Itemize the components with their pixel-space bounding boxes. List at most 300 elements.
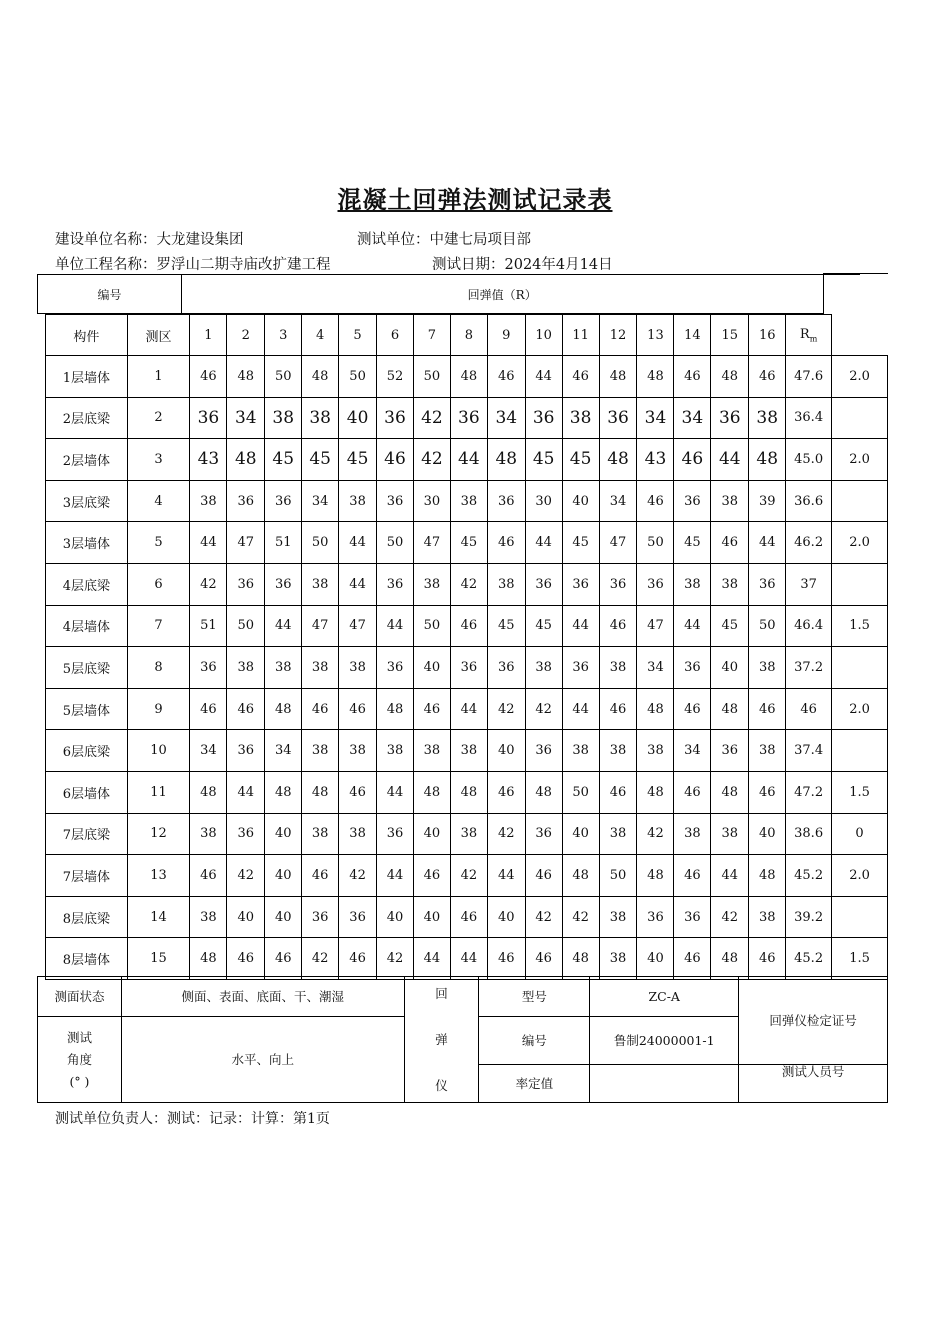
zone-cell: 12 [127,813,190,855]
number-value: 鲁制24000001-1 [590,1017,739,1065]
rebound-value-cell: 36 [450,647,487,689]
col-point-13: 13 [637,315,674,356]
rebound-value-cell: 36 [711,397,749,439]
rebound-value-cell: 46 [599,688,637,730]
rebound-value-cell: 46 [302,855,339,897]
rebound-value-cell: 46 [377,439,414,481]
rebound-value-cell: 46 [599,605,637,647]
rebound-value-cell: 42 [413,439,450,481]
rebound-value-cell: 50 [749,605,786,647]
rebound-value-cell: 47 [302,605,339,647]
rebound-value-cell: 46 [450,896,487,938]
rebound-value-cell: 48 [711,938,749,980]
rebound-value-cell: 45 [487,605,525,647]
zone-cell: 11 [127,771,190,813]
rebound-value-cell: 38 [339,813,377,855]
rebound-value-cell: 36 [711,730,749,772]
surface-state-label: 测面状态 [38,977,122,1017]
rebound-value-cell: 38 [302,813,339,855]
rebound-value-cell: 38 [265,647,302,689]
rebound-value-cell: 36 [377,647,414,689]
rebound-value-cell: 52 [377,356,414,398]
component-cell: 4层墙体 [46,605,128,647]
extra-cell: 0 [832,813,888,855]
rebound-value-cell: 38 [487,563,525,605]
rebound-value-cell: 36 [377,480,414,522]
rebound-value-cell: 46 [711,522,749,564]
rebound-value-cell: 38 [450,730,487,772]
rebound-value-cell: 44 [450,439,487,481]
rm-cell: 47.6 [786,356,832,398]
angle-label [38,1017,122,1103]
rebound-value-cell: 36 [599,397,637,439]
rebound-table-body [46,356,888,980]
component-cell: 2层底梁 [46,397,128,439]
rebound-value-cell: 46 [227,938,265,980]
rebound-value-cell: 38 [525,647,562,689]
rebound-value-cell: 40 [413,813,450,855]
rebound-value-cell: 38 [339,730,377,772]
rebound-value-cell: 45 [525,605,562,647]
rebound-value-cell: 44 [377,855,414,897]
rebound-value-cell: 40 [487,730,525,772]
rebound-value-cell: 36 [487,647,525,689]
extra-cell: 1.5 [832,605,888,647]
rebound-value-cell: 44 [562,605,599,647]
table-row [46,356,888,398]
rebound-value-cell: 40 [265,896,302,938]
rebound-value-cell: 44 [377,771,414,813]
rebound-value-cell: 48 [599,356,637,398]
col-point-16: 16 [749,315,786,356]
zone-cell: 4 [127,480,190,522]
table-row [46,480,888,522]
rebound-value-cell: 34 [227,397,265,439]
rm-cell: 46 [786,688,832,730]
rebound-value-cell: 36 [339,896,377,938]
rebound-value-cell: 50 [413,605,450,647]
rebound-value-cell: 46 [413,855,450,897]
rebound-value-cell: 38 [599,730,637,772]
zone-cell: 10 [127,730,190,772]
rebound-value-cell: 30 [525,480,562,522]
rebound-value-cell: 45 [711,605,749,647]
rebound-value-cell: 38 [599,647,637,689]
rebound-value-cell: 51 [190,605,227,647]
rebound-value-cell: 38 [637,730,674,772]
zone-cell: 6 [127,563,190,605]
table-row [46,896,888,938]
component-cell: 7层墙体 [46,855,128,897]
rebound-value-cell: 42 [377,938,414,980]
rebound-value-cell: 48 [377,688,414,730]
rebound-value-cell: 38 [749,896,786,938]
rebound-value-cell: 50 [637,522,674,564]
col-point-6: 6 [377,315,414,356]
rebound-value-cell: 36 [227,730,265,772]
rebound-value-cell: 34 [265,730,302,772]
rebound-value-cell: 43 [190,439,227,481]
tester-label: 测试人员号 [739,1053,888,1091]
rebound-value-cell: 36 [450,397,487,439]
table-row [46,605,888,647]
angle-label-2: 角度 [66,1051,92,1067]
rebound-value-cell: 42 [487,813,525,855]
rebound-value-cell: 48 [525,771,562,813]
extra-cell: 2.0 [832,439,888,481]
col-point-11: 11 [562,315,599,356]
rebound-value-cell: 38 [599,813,637,855]
rebound-table [45,314,888,980]
rebound-value-cell: 38 [413,730,450,772]
table-row [46,397,888,439]
rebound-value-cell: 38 [190,480,227,522]
rebound-value-cell: 36 [190,397,227,439]
table-row [46,563,888,605]
rebound-value-cell: 44 [339,522,377,564]
rm-cell: 45.2 [786,938,832,980]
table-row [46,938,888,980]
rebound-value-cell: 48 [487,439,525,481]
component-cell: 8层底梁 [46,896,128,938]
rebound-value-cell: 45 [562,522,599,564]
table-row [46,771,888,813]
col-point-10: 10 [525,315,562,356]
rebound-value-cell: 38 [749,647,786,689]
rebound-value-cell: 36 [487,480,525,522]
rate-value [590,1065,739,1103]
rebound-value-cell: 42 [637,813,674,855]
rebound-value-cell: 38 [450,813,487,855]
rebound-value-cell: 40 [339,397,377,439]
extra-cell: 2.0 [832,356,888,398]
rebound-value-cell: 45 [339,439,377,481]
rebound-value-cell: 36 [302,896,339,938]
model-label: 型号 [479,977,590,1017]
extra-cell [832,480,888,522]
component-cell: 6层墙体 [46,771,128,813]
header-top-rule [823,273,888,274]
rebound-value-cell: 48 [450,356,487,398]
header-rebound-label: 回弹值（R） [181,275,823,314]
rebound-value-cell: 46 [674,356,711,398]
rebound-value-cell: 44 [377,605,414,647]
cert-label: 回弹仪检定证号 [739,977,888,1065]
rebound-value-cell: 34 [487,397,525,439]
rebound-value-cell: 36 [674,896,711,938]
rm-cell: 39.2 [786,896,832,938]
rebound-value-cell: 40 [227,896,265,938]
rebound-value-cell: 38 [599,896,637,938]
number-label: 编号 [479,1017,590,1065]
rebound-value-cell: 48 [190,938,227,980]
rebound-value-cell: 36 [525,813,562,855]
hammer-label-2: 弹 [435,1031,448,1047]
rebound-value-cell: 36 [227,813,265,855]
rebound-value-cell: 48 [749,439,786,481]
header-id-label: 编号 [38,275,182,314]
rebound-value-cell: 46 [190,855,227,897]
col-rm [786,315,832,356]
header-table [37,274,860,314]
rebound-value-cell: 46 [674,771,711,813]
rebound-value-cell: 48 [190,771,227,813]
rebound-value-cell: 46 [413,688,450,730]
page-title: 混凝土回弹法测试记录表 [337,185,613,214]
rebound-value-cell: 36 [525,563,562,605]
rebound-value-cell: 46 [190,356,227,398]
rebound-value-cell: 36 [265,563,302,605]
component-cell: 1层墙体 [46,356,128,398]
extra-cell [832,563,888,605]
component-cell: 4层底梁 [46,563,128,605]
extra-cell: 2.0 [832,855,888,897]
component-cell: 3层墙体 [46,522,128,564]
construction-unit: 建设单位名称：大龙建设集团 [55,232,244,248]
col-point-2: 2 [227,315,265,356]
table-row [46,813,888,855]
zone-cell: 15 [127,938,190,980]
col-point-15: 15 [711,315,749,356]
rebound-value-cell: 36 [674,647,711,689]
table-row [46,439,888,481]
rebound-value-cell: 34 [637,397,674,439]
rebound-value-cell: 38 [265,397,302,439]
rebound-value-cell: 50 [377,522,414,564]
extra-cell [832,730,888,772]
rebound-value-cell: 36 [227,563,265,605]
component-cell: 6层底梁 [46,730,128,772]
table-row [46,730,888,772]
rebound-value-cell: 47 [599,522,637,564]
rebound-value-cell: 46 [674,688,711,730]
column-header-row [46,315,888,356]
rebound-value-cell: 46 [227,688,265,730]
rebound-value-cell: 38 [190,896,227,938]
rebound-value-cell: 47 [339,605,377,647]
rebound-value-cell: 38 [413,563,450,605]
rebound-value-cell: 48 [450,771,487,813]
rebound-value-cell: 36 [525,730,562,772]
col-rm-base: R [799,326,810,342]
component-cell: 8层墙体 [46,938,128,980]
rebound-value-cell: 38 [711,813,749,855]
rebound-value-cell: 38 [302,647,339,689]
rebound-value-cell: 48 [637,855,674,897]
rebound-value-cell: 48 [227,356,265,398]
rebound-value-cell: 38 [599,938,637,980]
rebound-value-cell: 30 [413,480,450,522]
rm-cell: 36.6 [786,480,832,522]
rebound-value-cell: 42 [525,688,562,730]
rm-cell: 46.2 [786,522,832,564]
rebound-value-cell: 46 [339,771,377,813]
rebound-value-cell: 50 [562,771,599,813]
rebound-value-cell: 38 [302,730,339,772]
rebound-value-cell: 50 [265,356,302,398]
rebound-value-cell: 42 [525,896,562,938]
zone-cell: 2 [127,397,190,439]
rebound-value-cell: 48 [562,855,599,897]
rate-label: 率定值 [479,1065,590,1103]
rebound-value-cell: 42 [190,563,227,605]
hammer-label-3: 仪 [435,1077,448,1093]
col-extra [832,315,888,356]
rebound-value-cell: 40 [265,855,302,897]
header-blank-cell [823,275,860,314]
rebound-value-cell: 40 [413,647,450,689]
rebound-value-cell: 40 [637,938,674,980]
rebound-value-cell: 51 [265,522,302,564]
rebound-value-cell: 48 [413,771,450,813]
rebound-value-cell: 34 [674,397,711,439]
table-row [46,522,888,564]
extra-cell [832,647,888,689]
rebound-value-cell: 40 [749,813,786,855]
rebound-value-cell: 36 [749,563,786,605]
rm-cell: 38.6 [786,813,832,855]
rebound-value-cell: 48 [227,439,265,481]
rebound-value-cell: 38 [190,813,227,855]
rebound-value-cell: 45 [674,522,711,564]
rebound-value-cell: 48 [711,688,749,730]
rebound-value-cell: 44 [487,855,525,897]
rebound-value-cell: 46 [674,439,711,481]
rebound-value-cell: 38 [674,813,711,855]
rm-cell: 47.2 [786,771,832,813]
rebound-value-cell: 34 [190,730,227,772]
rebound-value-cell: 48 [265,771,302,813]
hammer-label [404,977,479,1103]
rebound-value-cell: 46 [487,522,525,564]
rebound-value-cell: 46 [674,938,711,980]
rebound-value-cell: 46 [749,688,786,730]
rebound-value-cell: 40 [562,813,599,855]
col-point-3: 3 [265,315,302,356]
rebound-value-cell: 45 [525,439,562,481]
rebound-value-cell: 48 [302,356,339,398]
footer-signoff: 测试单位负责人：测试：记录：计算：第1页 [55,1111,330,1127]
zone-cell: 3 [127,439,190,481]
rebound-value-cell: 46 [265,938,302,980]
rebound-value-cell: 38 [377,730,414,772]
angle-value: 水平、向上 [121,1017,404,1103]
rm-cell: 46.4 [786,605,832,647]
rebound-value-cell: 44 [525,356,562,398]
rebound-value-cell: 36 [562,563,599,605]
col-point-5: 5 [339,315,377,356]
zone-cell: 13 [127,855,190,897]
rebound-value-cell: 45 [302,439,339,481]
rebound-value-cell: 36 [637,896,674,938]
col-point-1: 1 [190,315,227,356]
rebound-value-cell: 50 [302,522,339,564]
rebound-value-cell: 48 [637,771,674,813]
rm-cell: 45.2 [786,855,832,897]
rebound-value-cell: 36 [190,647,227,689]
table-row [46,688,888,730]
extra-cell: 2.0 [832,688,888,730]
rebound-value-cell: 44 [339,563,377,605]
rebound-value-cell: 34 [674,730,711,772]
rebound-value-cell: 34 [637,647,674,689]
rebound-value-cell: 42 [562,896,599,938]
zone-cell: 1 [127,356,190,398]
rebound-value-cell: 47 [637,605,674,647]
rebound-value-cell: 46 [525,855,562,897]
rebound-value-cell: 38 [711,480,749,522]
rebound-value-cell: 34 [302,480,339,522]
rebound-value-cell: 44 [525,522,562,564]
extra-cell [832,397,888,439]
rebound-value-cell: 46 [562,356,599,398]
rebound-value-cell: 46 [339,688,377,730]
rebound-value-cell: 45 [265,439,302,481]
angle-label-1: 测试 [66,1029,92,1045]
rebound-value-cell: 46 [599,771,637,813]
rebound-value-cell: 40 [413,896,450,938]
rebound-value-cell: 43 [637,439,674,481]
rebound-value-cell: 45 [450,522,487,564]
rebound-value-cell: 39 [749,480,786,522]
rebound-value-cell: 36 [525,397,562,439]
rebound-value-cell: 50 [227,605,265,647]
model-value: ZC-A [590,977,739,1017]
rebound-value-cell: 46 [674,855,711,897]
rebound-value-cell: 38 [339,480,377,522]
rebound-value-cell: 46 [637,480,674,522]
rm-cell: 45.0 [786,439,832,481]
testing-unit: 测试单位：中建七局项目部 [357,232,531,248]
rebound-value-cell: 40 [487,896,525,938]
rebound-value-cell: 42 [339,855,377,897]
rebound-value-cell: 36 [562,647,599,689]
rebound-value-cell: 38 [450,480,487,522]
rebound-value-cell: 36 [227,480,265,522]
zone-cell: 7 [127,605,190,647]
component-cell: 5层墙体 [46,688,128,730]
rebound-value-cell: 36 [377,397,414,439]
rebound-value-cell: 48 [749,855,786,897]
rebound-value-cell: 48 [599,439,637,481]
rebound-value-cell: 38 [562,730,599,772]
rebound-value-cell: 48 [562,938,599,980]
rebound-value-cell: 46 [190,688,227,730]
rebound-value-cell: 42 [711,896,749,938]
rebound-value-cell: 44 [190,522,227,564]
rebound-value-cell: 42 [450,563,487,605]
hammer-label-1: 回 [435,985,448,1001]
col-point-7: 7 [413,315,450,356]
rebound-value-cell: 38 [302,397,339,439]
col-rm-sub: m [809,334,818,344]
extra-cell [832,896,888,938]
rebound-value-cell: 44 [265,605,302,647]
rebound-value-cell: 40 [377,896,414,938]
rebound-value-cell: 38 [749,730,786,772]
rebound-value-cell: 38 [302,563,339,605]
rebound-value-cell: 42 [302,938,339,980]
table-row [46,855,888,897]
zone-cell: 9 [127,688,190,730]
test-date: 测试日期：2024年4月14日 [432,257,613,273]
rebound-value-cell: 44 [711,855,749,897]
rebound-value-cell: 40 [265,813,302,855]
rm-cell: 36.4 [786,397,832,439]
rebound-value-cell: 40 [711,647,749,689]
rebound-value-cell: 34 [599,480,637,522]
rebound-value-cell: 44 [413,938,450,980]
